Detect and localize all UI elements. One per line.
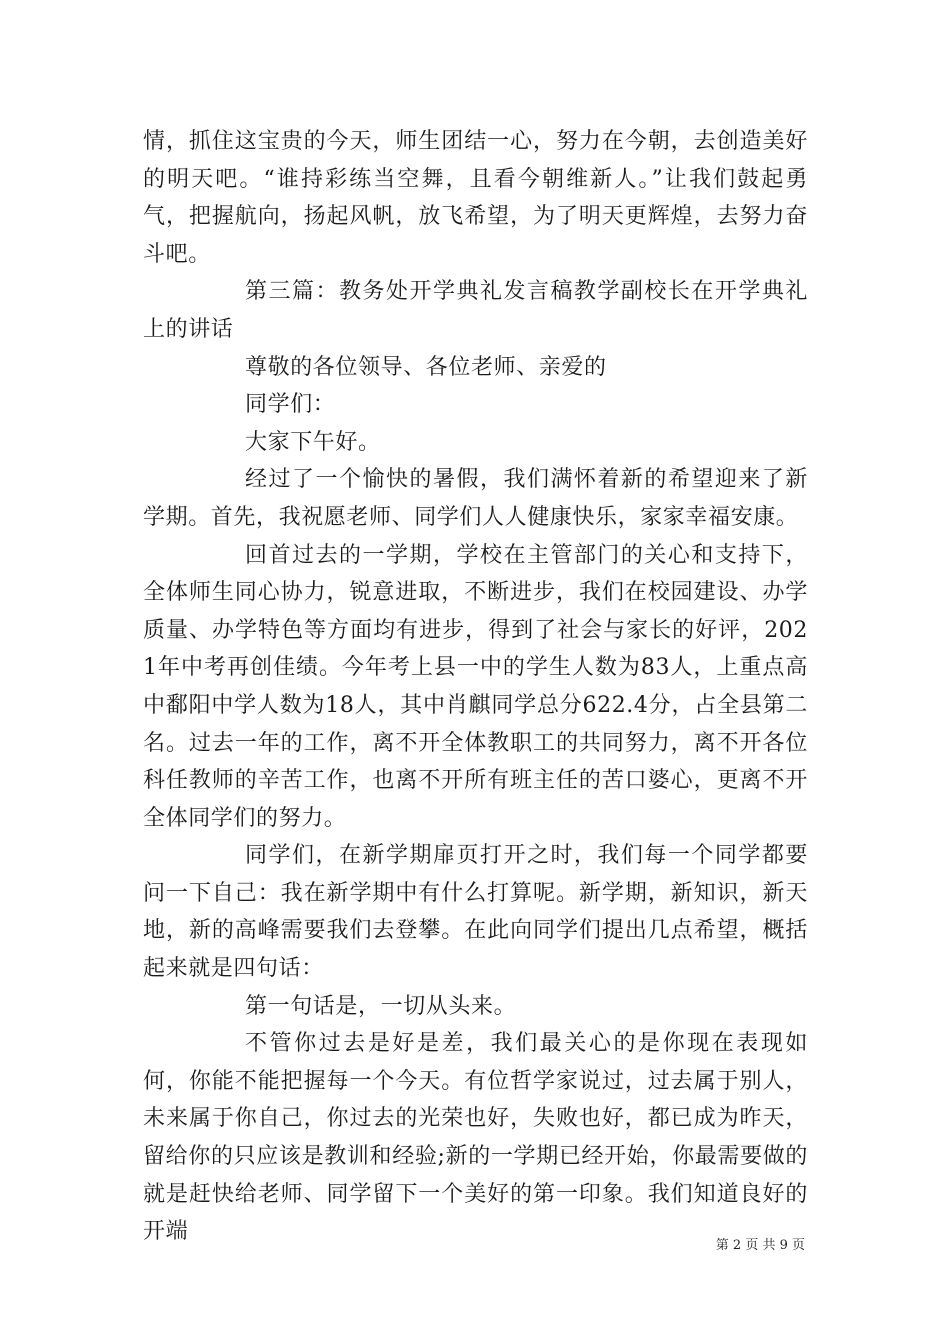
document-body <box>143 123 808 1251</box>
greeting: 大家下午好。 <box>245 429 381 455</box>
salutation-line: 尊敬的各位领导、各位老师、亲爱的 <box>245 354 607 380</box>
page-number-footer: 第 2 页 共 9 页 <box>715 1238 805 1253</box>
paragraph-review: 回首过去的一学期，学校在主管部门的关心和支持下，全体师生同心协力，锐意进取，不断进步，我们在校园建设、办学质量、办学特色等方面均有进步，得到了社会与家长的好评，2021年中考再创佳绩。今年考上县一中的学生人数为83人，上重点高中鄱阳中学人数为18人，其中肖麒同学总分622.4分，占全县第二名。过去一年的工作，离不开全体教职工的共同努力，离不开各位科任教师的辛苦工作，也离不开所有班主任的苦口婆心，更离不开全体同学们的努力。 <box>143 542 808 831</box>
paragraph-point-one: 不管你过去是好是差，我们最关心的是你现在表现如何，你能不能把握每一个今天。有位哲学家说过，过去属于别人，未来属于你自己，你过去的光荣也好，失败也好，都已成为昨天，留给你的只应该是教训和经验;新的一学期已经开始，你最需要做的就是赶快给老师、同学留下一个美好的第一印象。我们知道良好的开端 <box>143 1031 808 1245</box>
paragraph-new-term: 经过了一个愉快的暑假，我们满怀着新的希望迎来了新学期。首先，我祝愿老师、同学们人人健康快乐，家家幸福安康。 <box>143 467 808 530</box>
salutation-students: 同学们： <box>245 392 336 418</box>
paragraph-hopes: 同学们，在新学期扉页打开之时，我们每一个同学都要问一下自己：我在新学期中有什么打算呢。新学期，新知识，新天地，新的高峰需要我们去登攀。在此向同学们提出几点希望，概括起来就是四句话： <box>143 843 808 982</box>
section-heading: 第三篇：教务处开学典礼发言稿教学副校长在开学典礼上的讲话 <box>143 279 808 342</box>
paragraph-continuation: 情，抓住这宝贵的今天，师生团结一心，努力在今朝，去创造美好的明天吧。“谁持彩练当空舞，且看今朝维新人。”让我们鼓起勇气，把握航向，扬起风帆，放飞希望，为了明天更辉煌，去努力奋斗吧。 <box>143 129 808 267</box>
point-one-heading: 第一句话是，一切从头来。 <box>245 993 517 1019</box>
